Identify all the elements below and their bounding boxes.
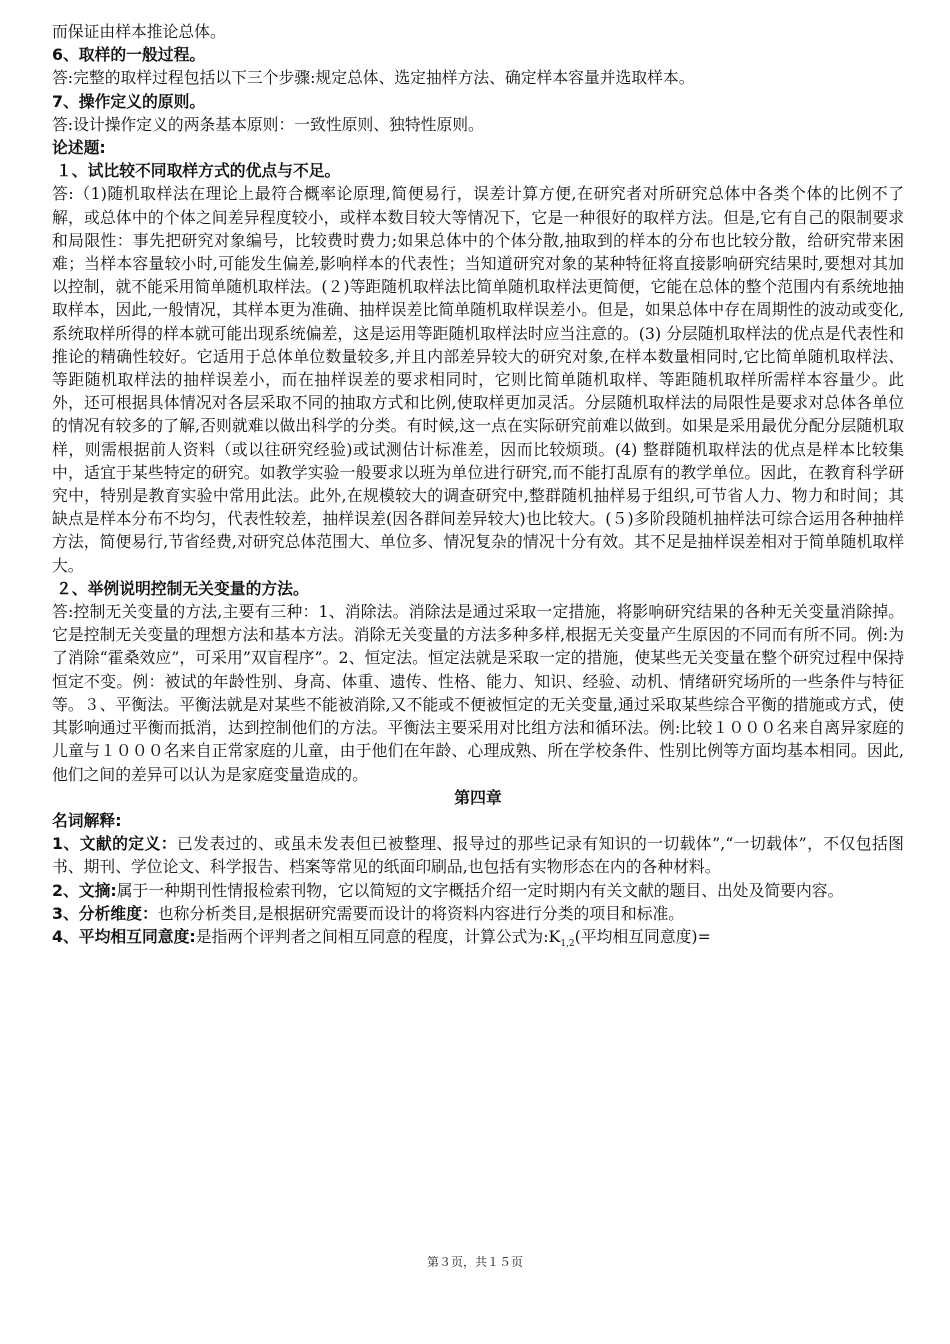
page-content [52, 20, 904, 956]
term-3 [52, 902, 904, 925]
q7-answer: 答:设计操作定义的两条基本原则：一致性原则、独特性原则。 [52, 114, 484, 134]
page-footer: 第３页，共１５页 [426, 1255, 523, 1269]
term-2-label: 2、文摘: [52, 880, 117, 900]
q6-answer: 答:完整的取样过程包括以下三个步骤:规定总体、选定抽样方法、确定样本容量并选取样本。 [52, 68, 695, 88]
term-1-text: 已发表过的、或虽未发表但已被整理、报导过的那些记录有知识的一切载体”,“一切载体”，不仅包括图书、期刊、学位论文、科学报告、档案等常见的纸面印刷品,也包括有实物形态在内的各种材料。 [52, 834, 904, 877]
essay-2-title: ２、举例说明控制无关变量的方法。 [56, 578, 309, 598]
chapter-title: 第四章 [454, 787, 502, 807]
term-4 [52, 925, 904, 956]
term-3-label: 3、分析维度： [52, 903, 158, 923]
term-4-label: 4、平均相互同意度: [52, 926, 196, 946]
term-2-text: 属于一种期刊性情报检索刊物，它以简短的文字概括介绍一定时期内有关文献的题目、出处及简要内容。 [116, 880, 844, 900]
q6-title: 6、取样的一般过程。 [52, 45, 206, 65]
essay-heading: 论述题: [52, 138, 106, 158]
term-3-text: 也称分析类目,是根据研究需要而设计的将资料内容进行分类的项目和标准。 [157, 903, 685, 923]
terms-heading: 名词解释: [52, 810, 122, 830]
term-2 [52, 879, 904, 902]
q7-title: 7、操作定义的原则。 [52, 91, 206, 111]
term-4-text: 是指两个评判者之间相互同意的程度，计算公式为:K [195, 926, 561, 946]
essay-1-title: １、试比较不同取样方式的优点与不足。 [56, 161, 341, 181]
term-4-tail: (平均相互同意度)= [574, 926, 711, 946]
essay-1-answer: 答:（1)随机取样法在理论上最符合概率论原理,简便易行，误差计算方便,在研究者对所研究总体中各类个体的比例不了解，或总体中的个体之间差异程度较小，或样本数目较大等情况下，它是一种很好的取样方法。但是,它有自己的限制要求和局限性：事先把研究对象编号，比较费时费力;如果总体中的个体分散,抽取到的样本的分布也比较分散，给研究带来困难；当样本容量较小时,可能发生偏差,影响样本的代表性；当知道研究对象的某种特征将直接影响研究结果时,要想对其加以控制，就不能采用简单随机取样法。(２)等距随机取样法比简单随机取样法更简便，它能在总体的整个范围内有系统地抽取样本，因此,一般情况，其样本更为准确、抽样误差比简单随机取样误差小。但是，如果总体中存在周期性的波动或变化,系统取样所得的样本就可能出现系统偏差，这是运用等距随机取样法时应当注意的。(3) 分层随机取样法的优点是代表性和推论的精确性较好。它适用于总体单位数量较多,并且内部差异较大的研究对象,在样本数量相同时,它比简单随机取样法、等距随机取样法的抽样误差小，而在抽样误差的要求相同时，它则比简单随机取样、等距随机取样所需样本容量少。此外，还可根据具体情况对各层采取不同的抽取方式和比例,使取样更加灵活。分层随机取样法的局限性是要求对总体各单位的情况有较多的了解,否则就难以做出科学的分类。有时候,这一点在实际研究前难以做到。如果是采用最优分配分层随机取样，则需根据前人资料（或以往研究经验)或试测估计标准差，因而比较烦琐。(4) 整群随机取样法的优点是样本比较集中，适宜于某些特定的研究。如教学实验一般要求以班为单位进行研究,而不能打乱原有的教学单位。因此，在教育科学研究中，特别是教育实验中常用此法。此外,在规模较大的调查研究中,整群随机抽样易于组织,可节省人力、物力和时间；其缺点是样本分布不均匀，代表性较差，抽样误差(因各群间差异较大)也比较大。(５)多阶段随机抽样法可综合运用各种抽样方法，简便易行,节省经费,对研究总体范围大、单位多、情况复杂的情况十分有效。其不足是抽样误差相对于简单随机取样大。 [52, 184, 904, 575]
term-4-subscript: 1,2 [560, 939, 575, 950]
essay-2-answer: 答:控制无关变量的方法,主要有三种：1、消除法。消除法是通过采取一定措施，将影响研究结果的各种无关变量消除掉。它是控制无关变量的理想方法和基本方法。消除无关变量的方法多种多样,根据无关变量产生原因的不同而有所不同。例:为了消除“霍桑效应”，可采用”双盲程序”。2、恒定法。恒定法就是采取一定的措施，使某些无关变量在整个研究过程中保持恒定不变。例：被试的年龄性别、身高、体重、遗传、性格、能力、知识、经验、动机、情绪研究场所的一些条件与特征等。３、平衡法。平衡法就是对某些不能被消除,又不能或不便被恒定的无关变量,通过采取某些综合平衡的措施或方式，使其影响通过平衡而抵消，达到控制他们的方法。平衡法主要采用对比组方法和循环法。例:比较１０００名来自离异家庭的儿童与１０００名来自正常家庭的儿童，由于他们在年龄、心理成熟、所在学校条件、性别比例等方面均基本相同。因此,他们之间的差异可以认为是家庭变量造成的。 [52, 602, 904, 784]
top-fragment: 而保证由样本推论总体。 [52, 22, 226, 41]
term-1-label: 1、文献的定义： [52, 834, 177, 854]
term-1 [52, 832, 904, 878]
